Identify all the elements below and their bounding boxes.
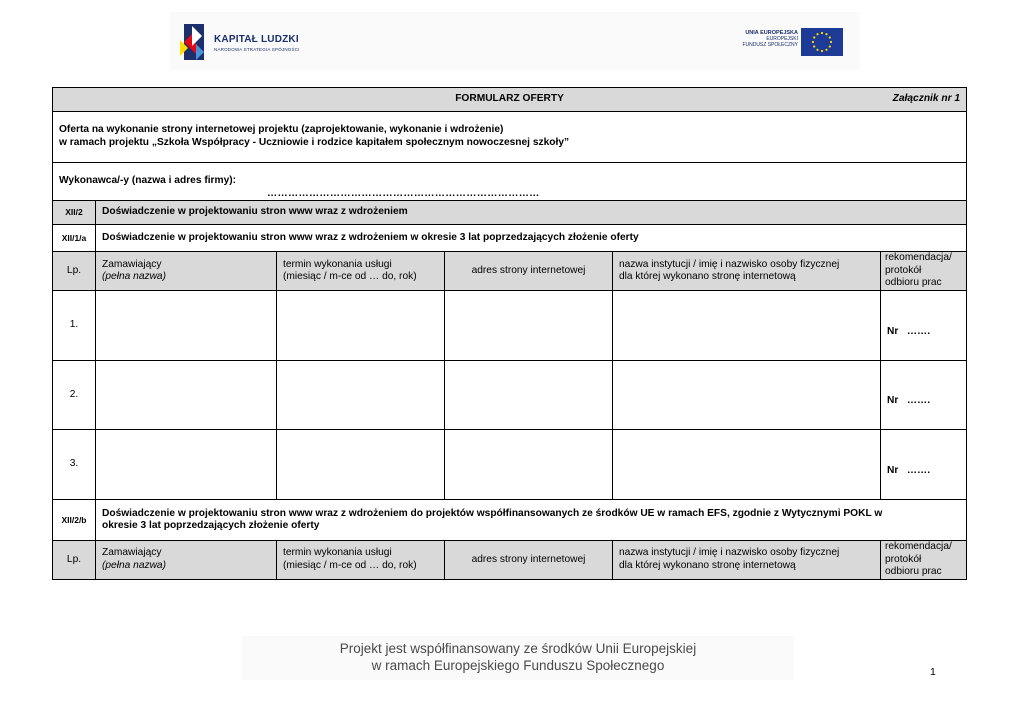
table-row	[53, 361, 967, 430]
col-recommendation-line2: protokół	[885, 264, 922, 276]
page-number: 1	[930, 666, 936, 678]
row-2-nr-dots: …….	[906, 394, 931, 406]
col-term-line2: (miesiąc / m-ce od … do, rok)	[283, 271, 417, 283]
col-address: adres strony internetowej	[445, 252, 613, 291]
section-a-title: Doświadczenie w projektowaniu stron www wraz z wdrożeniem	[96, 201, 967, 225]
row-2-term[interactable]	[277, 361, 445, 430]
col-client	[96, 252, 277, 291]
col-institution	[613, 252, 881, 291]
contractor-row	[53, 163, 967, 201]
row-3-institution[interactable]	[613, 430, 881, 500]
row-3-lp: 3.	[53, 430, 96, 500]
row-1-nr-dots: …….	[906, 325, 931, 337]
logo-right-line2: EUROPEJSKI	[766, 36, 798, 43]
col-institution-line2: dla której wykonano stronę internetową	[619, 271, 796, 283]
table-row	[53, 291, 967, 361]
section-b-code: XII/1/a	[53, 225, 96, 252]
form-title-row	[53, 88, 967, 112]
section-c-code: XII/2/b	[53, 500, 96, 541]
col2-recommendation-line3: odbioru prac	[885, 566, 942, 578]
col2-client-line1: Zamawiający	[102, 547, 162, 559]
section-a-code: XII/2	[53, 201, 96, 225]
col-term-line1: termin wykonania usługi	[283, 258, 392, 270]
contractor-value[interactable]: ……………………………………………………………………	[267, 187, 540, 199]
offer-line-1: Oferta na wykonanie strony internetowej projektu (zaprojektowanie, wykonanie i wdrożenie)	[59, 124, 504, 136]
logo-left-title: KAPITAŁ LUDZKI	[214, 34, 299, 45]
row-2-nr-label: Nr	[887, 394, 899, 406]
row-1-address[interactable]	[445, 291, 613, 361]
col2-term	[277, 541, 445, 580]
col-client-line1: Zamawiający	[102, 258, 162, 270]
section-b-title: Doświadczenie w projektowaniu stron www wraz z wdrożeniem w okresie 3 lat poprzedzających złożenie oferty	[96, 225, 967, 252]
row-1-lp: 1.	[53, 291, 96, 361]
table-header-row-2	[53, 541, 967, 580]
col2-lp: Lp.	[53, 541, 96, 580]
row-3-nr[interactable]	[881, 430, 967, 500]
col-recommendation-line3: odbioru prac	[885, 277, 942, 289]
col-recommendation	[881, 252, 967, 291]
col2-recommendation-line1: rekomendacja/	[885, 541, 952, 553]
row-3-nr-dots: …….	[906, 464, 931, 476]
row-1-institution[interactable]	[613, 291, 881, 361]
row-3-client[interactable]	[96, 430, 277, 500]
footer-line-2: w ramach Europejskiego Funduszu Społecznego	[371, 658, 665, 673]
offer-description	[53, 112, 967, 163]
logo-left-subtitle: NARODOWA STRATEGIA SPÓJNOŚCI	[214, 47, 300, 52]
col2-recommendation-line2: protokół	[885, 553, 922, 565]
row-1-nr[interactable]	[881, 291, 967, 361]
section-c-title-line2: okresie 3 lat poprzedzających złożenie oferty	[102, 520, 320, 532]
col2-institution	[613, 541, 881, 580]
footer-line-1: Projekt jest współfinansowany ze środków Unii Europejskiej	[339, 641, 697, 656]
col2-term-line1: termin wykonania usługi	[283, 547, 392, 559]
row-1-nr-label: Nr	[887, 325, 899, 337]
form-title: FORMULARZ OFERTY	[455, 93, 564, 105]
col-term	[277, 252, 445, 291]
section-c-title	[96, 500, 967, 541]
section-c-title-line1: Doświadczenie w projektowaniu stron www wraz z wdrożeniem do projektów współfinansowanych ze środków UE w ramach EFS, zgodnie z Wytycznymi POKL w	[102, 507, 883, 519]
col2-institution-line2: dla której wykonano stronę internetową	[619, 560, 796, 572]
col2-address: adres strony internetowej	[445, 541, 613, 580]
footer-text	[242, 640, 794, 674]
offer-line-2: w ramach projektu „Szkoła Współpracy - Uczniowie i rodzice kapitałem społecznym nowoczesnej szkoły”	[59, 137, 570, 148]
row-2-address[interactable]	[445, 361, 613, 430]
row-1-term[interactable]	[277, 291, 445, 361]
col-lp: Lp.	[53, 252, 96, 291]
row-2-nr[interactable]	[881, 361, 967, 430]
eu-flag-icon	[801, 28, 843, 56]
attachment-label: Załącznik nr 1	[892, 93, 961, 104]
col2-institution-line1: nazwa instytucji / imię i nazwisko osoby fizycznej	[619, 547, 840, 559]
col2-client-line2: (pełna nazwa)	[102, 560, 166, 572]
row-3-term[interactable]	[277, 430, 445, 500]
table-row	[53, 430, 967, 500]
row-2-institution[interactable]	[613, 361, 881, 430]
row-3-address[interactable]	[445, 430, 613, 500]
logo-right-line3: FUNDUSZ SPOŁECZNY	[742, 42, 798, 49]
col-institution-line1: nazwa instytucji / imię i nazwisko osoby fizycznej	[619, 258, 840, 270]
col2-recommendation	[881, 541, 967, 580]
col2-client	[96, 541, 277, 580]
col-recommendation-line1: rekomendacja/	[885, 252, 952, 264]
row-1-client[interactable]	[96, 291, 277, 361]
row-2-lp: 2.	[53, 361, 96, 430]
contractor-label: Wykonawca/-y (nazwa i adres firmy):	[59, 175, 237, 186]
logo-right-text	[720, 30, 798, 49]
offer-form-table	[52, 87, 967, 580]
logo-right-line1: UNIA EUROPEJSKA	[745, 30, 798, 36]
col2-term-line2: (miesiąc / m-ce od … do, rok)	[283, 560, 417, 572]
table-header-row	[53, 252, 967, 291]
col-client-line2: (pełna nazwa)	[102, 271, 166, 283]
row-2-client[interactable]	[96, 361, 277, 430]
row-3-nr-label: Nr	[887, 464, 899, 476]
